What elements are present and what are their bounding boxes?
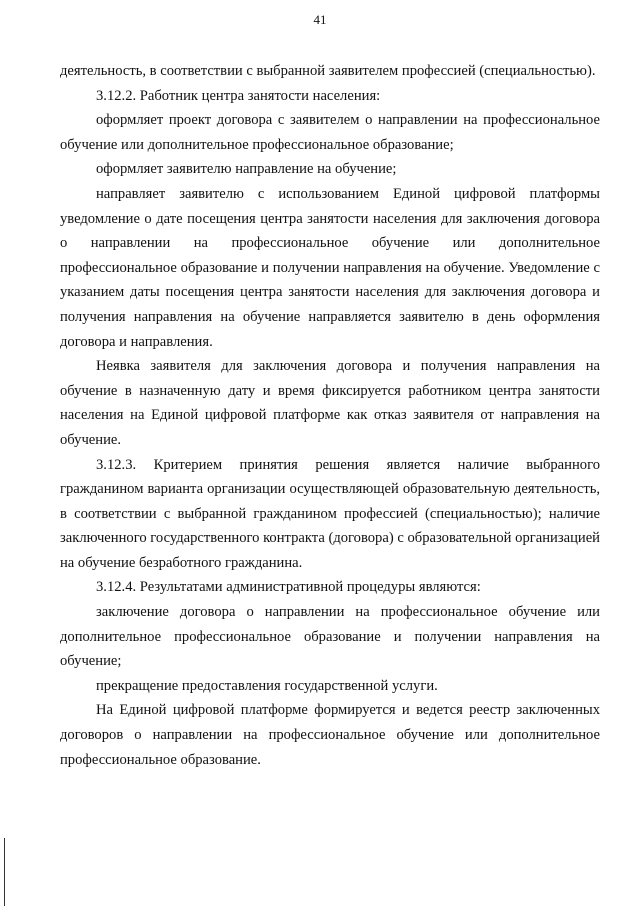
section-heading-3-12-4: 3.12.4. Результатами административной процедуры являются: [96,579,481,596]
paragraph-result-contract: заключение договора о направлении на профессиональное обучение или дополнительное профессиональное образование и получении направления на обучение; [60,604,600,670]
scan-margin-line [4,838,5,906]
paragraph-continuation: деятельность, в соответствии с выбранной заявителем профессией (специальностью). [60,63,596,79]
paragraph-draft-contract: оформляет проект договора с заявителем о направлении на профессиональное обучение или дополнительное профессиональное образование; [60,112,600,153]
page-number: 41 [313,12,327,27]
paragraph-result-termination: прекращение предоставления государственной услуги. [96,677,438,694]
document-body [60,59,600,772]
section-3-12-3-criterion: 3.12.3. Критерием принятия решения является наличие выбранного гражданином варианта организации осуществляющей образовательную деятельность, в соответствии с выбранной гражданином профессией (специальностью); наличие заключенного государственного контракта (договора) с образовательной организацией на обучение безработного гражданина. [60,456,600,571]
paragraph-registry: На Единой цифровой платформе формируется и ведется реестр заключенных договоров о направлении на профессиональное обучение или дополнительное профессиональное образование. [60,702,600,768]
paragraph-non-appearance: Неявка заявителя для заключения договора и получения направления на обучение в назначенную дату и время фиксируется работником центра занятости населения на Единой цифровой платформе как отказ заявителя от направления на обучение. [60,358,600,448]
section-heading-3-12-2: 3.12.2. Работник центра занятости населения: [96,87,381,104]
paragraph-send-notification: направляет заявителю с использованием Единой цифровой платформы уведомление о дате посещения центра занятости населения для заключения договора о направлении на профессиональное обучение или дополнительное профессиональное образование и получении направления на обучение. Уведомление с указанием даты посещения центра занятости населения для заключения договора и получения направления на обучение направляется заявителю в день оформления договора и направления. [60,185,600,350]
paragraph-issue-referral: оформляет заявителю направление на обучение; [96,161,397,178]
